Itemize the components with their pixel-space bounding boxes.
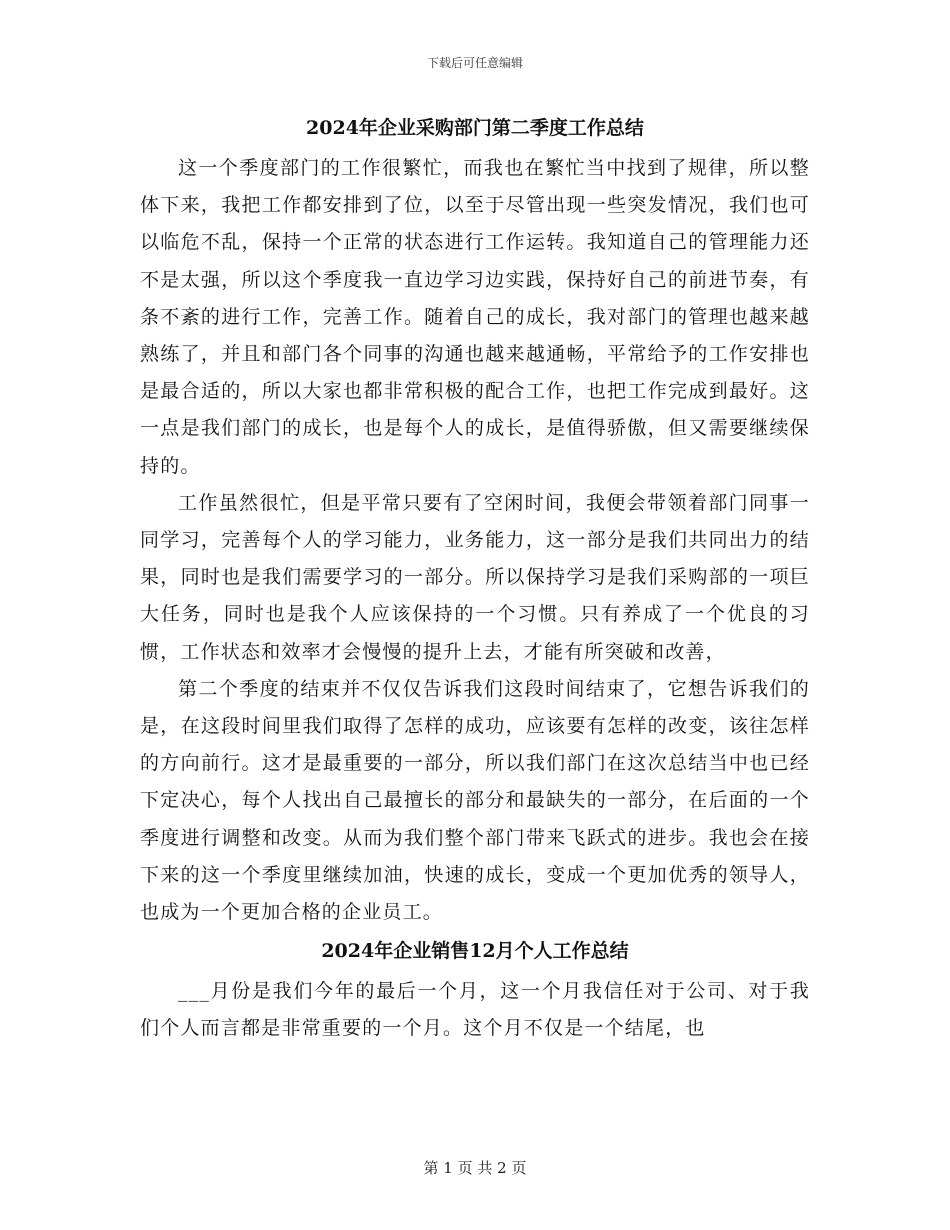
page-header-note: 下载后可任意编辑 (426, 56, 523, 70)
paragraph-2: 工作虽然很忙，但是平常只要有了空闲时间，我便会带领着部门同事一同学习，完善每个人的学习能力，业务能力，这一部分是我们共同出力的结果，同时也是我们需要学习的一部分。所以保持学习是我们采购部的一项巨大任务，同时也是我个人应该保持的一个习惯。只有养成了一个优良的习惯，工作状态和效率才会慢慢的提升上去，才能有所突破和改善， (140, 491, 810, 663)
section-title: 2024年企业销售12月个人工作总结 (321, 940, 629, 963)
document-title: 2024年企业采购部门第二季度工作总结 (306, 117, 644, 139)
page-footer-page-number: 第 1 页 共 2 页 (423, 1159, 527, 1177)
paragraph-1: 这一个季度部门的工作很繁忙，而我也在繁忙当中找到了规律，所以整体下来，我把工作都安排到了位，以至于尽管出现一些突发情况，我们也可以临危不乱，保持一个正常的状态进行工作运转。我知道自己的管理能力还不是太强，所以这个季度我一直边学习边实践，保持好自己的前进节奏，有条不紊的进行工作，完善工作。随着自己的成长，我对部门的管理也越来越熟练了，并且和部门各个同事的沟通也越来越通畅，平常给予的工作安排也是最合适的，所以大家也都非常积极的配合工作，也把工作完成到最好。这一点是我们部门的成长，也是每个人的成长，是值得骄傲，但又需要继续保持的。 (140, 157, 810, 477)
paragraph-3: 第二个季度的结束并不仅仅告诉我们这段时间结束了，它想告诉我们的是，在这段时间里我们取得了怎样的成功，应该要有怎样的改变，该往怎样的方向前行。这才是最重要的一部分，所以我们部门在这次总结当中也已经下定决心，每个人找出自己最擅长的部分和最缺失的一部分，在后面的一个季度进行调整和改变。从而为我们整个部门带来飞跃式的进步。我也会在接下来的这一个季度里继续加油，快速的成长，变成一个更加优秀的领导人，也成为一个更加合格的企业员工。 (140, 677, 810, 924)
document-body (140, 104, 810, 1048)
paragraph-4: ___月份是我们今年的最后一个月，这一个月我信任对于公司、对于我们个人而言都是非常重要的一个月。这个月不仅是一个结尾，也 (140, 980, 810, 1040)
